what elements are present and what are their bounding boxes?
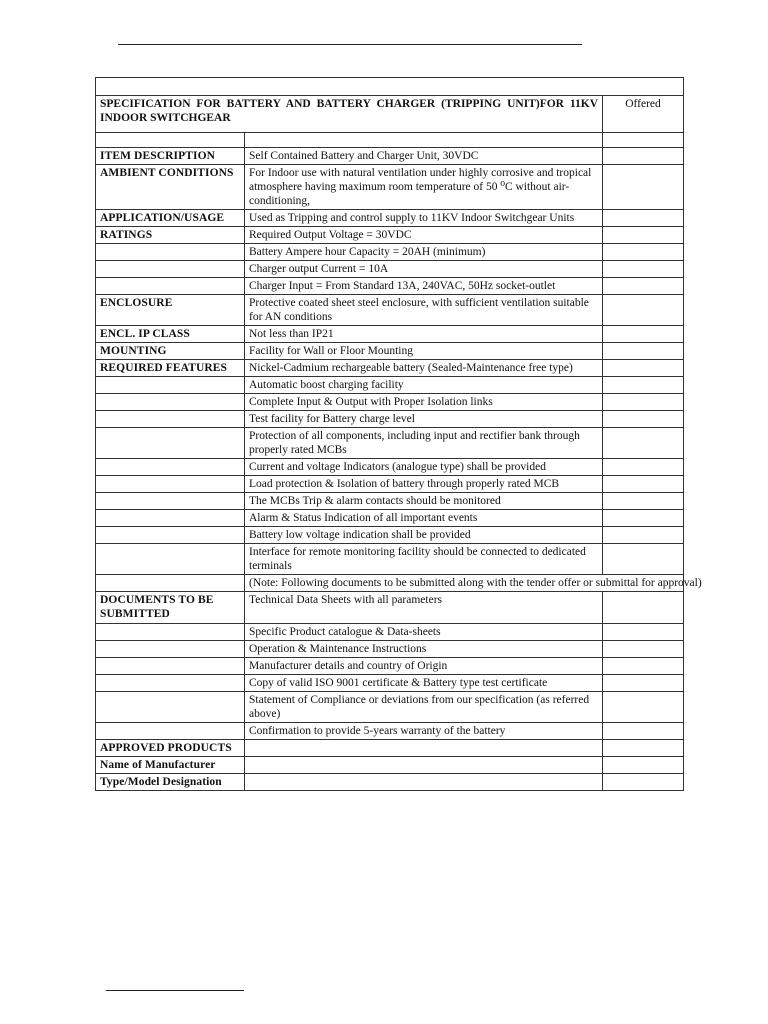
offered-cell xyxy=(603,527,684,544)
offered-cell xyxy=(603,428,684,459)
row-value: Specific Product catalogue & Data-sheets xyxy=(245,624,603,641)
row-value: For Indoor use with natural ventilation under highly corrosive and tropical atmosphere having maximum room temperature of 50 ⁰C without air-conditioning, xyxy=(245,165,603,210)
table-row xyxy=(96,244,684,261)
footnote-rule xyxy=(106,990,244,991)
row-label: Name of Manufacturer xyxy=(96,757,245,774)
offered-cell xyxy=(603,757,684,774)
row-value: Self Contained Battery and Charger Unit, 30VDC xyxy=(245,148,603,165)
offered-cell xyxy=(603,295,684,326)
row-value: Operation & Maintenance Instructions xyxy=(245,641,603,658)
spec-title: SPECIFICATION FOR BATTERY AND BATTERY CHARGER (TRIPPING UNIT)FOR 11KV INDOOR SWITCHGEAR xyxy=(96,96,603,133)
row-value: Interface for remote monitoring facility should be connected to dedicated terminals xyxy=(245,544,603,575)
documents-note: (Note: Following documents to be submitted along with the tender offer or submittal for approval) xyxy=(245,575,684,592)
offered-cell xyxy=(603,261,684,278)
table-header-row xyxy=(96,96,684,133)
offered-cell xyxy=(603,692,684,723)
offered-cell xyxy=(603,326,684,343)
offered-cell xyxy=(603,394,684,411)
row-value xyxy=(245,740,603,757)
table-row xyxy=(96,394,684,411)
table-row xyxy=(96,360,684,377)
row-label: APPROVED PRODUCTS xyxy=(96,740,245,757)
table-row xyxy=(96,261,684,278)
row-value: Test facility for Battery charge level xyxy=(245,411,603,428)
offered-cell xyxy=(603,624,684,641)
row-value: Automatic boost charging facility xyxy=(245,377,603,394)
table-spacer-row xyxy=(96,133,684,148)
row-value: Facility for Wall or Floor Mounting xyxy=(245,343,603,360)
row-value xyxy=(245,774,603,791)
offered-cell xyxy=(603,675,684,692)
table-row xyxy=(96,459,684,476)
table-row xyxy=(96,493,684,510)
offered-cell xyxy=(603,459,684,476)
table-row xyxy=(96,428,684,459)
row-label: ENCLOSURE xyxy=(96,295,245,326)
row-value: Protection of all components, including input and rectifier bank through properly rated MCBs xyxy=(245,428,603,459)
offered-cell xyxy=(603,377,684,394)
row-value: Load protection & Isolation of battery through properly rated MCB xyxy=(245,476,603,493)
row-value: Confirmation to provide 5-years warranty of the battery xyxy=(245,723,603,740)
table-row xyxy=(96,624,684,641)
table-row xyxy=(96,148,684,165)
table-row xyxy=(96,658,684,675)
row-value: Charger Input = From Standard 13A, 240VAC, 50Hz socket-outlet xyxy=(245,278,603,295)
row-label: REQUIRED FEATURES xyxy=(96,360,245,377)
row-value: Used as Tripping and control supply to 11KV Indoor Switchgear Units xyxy=(245,210,603,227)
offered-cell xyxy=(603,210,684,227)
row-label: Type/Model Designation xyxy=(96,774,245,791)
table-row xyxy=(96,411,684,428)
row-value: Not less than IP21 xyxy=(245,326,603,343)
table-row xyxy=(96,723,684,740)
table-row xyxy=(96,377,684,394)
offered-cell xyxy=(603,360,684,377)
specification-table xyxy=(95,77,702,791)
row-value: Statement of Compliance or deviations from our specification (as referred above) xyxy=(245,692,603,723)
row-value: Battery Ampere hour Capacity = 20AH (minimum) xyxy=(245,244,603,261)
table-row xyxy=(96,757,684,774)
table-row xyxy=(96,675,684,692)
offered-cell xyxy=(603,493,684,510)
row-label: MOUNTING xyxy=(96,343,245,360)
table-row xyxy=(96,165,684,210)
offered-cell xyxy=(603,544,684,575)
offered-cell xyxy=(603,148,684,165)
row-value: Required Output Voltage = 30VDC xyxy=(245,227,603,244)
table-row xyxy=(96,544,684,575)
row-value: Alarm & Status Indication of all important events xyxy=(245,510,603,527)
row-value: The MCBs Trip & alarm contacts should be monitored xyxy=(245,493,603,510)
table-row xyxy=(96,326,684,343)
offered-cell xyxy=(603,165,684,210)
row-label: ITEM DESCRIPTION xyxy=(96,148,245,165)
row-label: ENCL. IP CLASS xyxy=(96,326,245,343)
table-row xyxy=(96,476,684,493)
offered-cell xyxy=(603,343,684,360)
offered-column-header: Offered xyxy=(603,96,684,133)
row-value: Copy of valid ISO 9001 certificate & Battery type test certificate xyxy=(245,675,603,692)
offered-cell xyxy=(603,641,684,658)
table-row xyxy=(96,343,684,360)
row-label: APPLICATION/USAGE xyxy=(96,210,245,227)
row-label: RATINGS xyxy=(96,227,245,244)
table-row xyxy=(96,510,684,527)
row-value: Charger output Current = 10A xyxy=(245,261,603,278)
table-row xyxy=(96,592,684,624)
row-label: AMBIENT CONDITIONS xyxy=(96,165,245,210)
row-value: Technical Data Sheets with all parameters xyxy=(245,592,603,624)
header-rule xyxy=(118,44,582,45)
table-row xyxy=(96,227,684,244)
row-value: Protective coated sheet steel enclosure, with sufficient ventilation suitable for AN conditions xyxy=(245,295,603,326)
offered-cell xyxy=(603,278,684,295)
table-row xyxy=(96,295,684,326)
table-row xyxy=(96,641,684,658)
row-value xyxy=(245,757,603,774)
row-value: Current and voltage Indicators (analogue type) shall be provided xyxy=(245,459,603,476)
row-value: Nickel-Cadmium rechargeable battery (Sealed-Maintenance free type) xyxy=(245,360,603,377)
table-row xyxy=(96,210,684,227)
row-value: Battery low voltage indication shall be provided xyxy=(245,527,603,544)
offered-cell xyxy=(603,244,684,261)
table-row xyxy=(96,740,684,757)
offered-cell xyxy=(603,658,684,675)
offered-cell xyxy=(603,774,684,791)
table-row xyxy=(96,527,684,544)
offered-cell xyxy=(603,510,684,527)
row-value: Complete Input & Output with Proper Isolation links xyxy=(245,394,603,411)
row-value: Manufacturer details and country of Origin xyxy=(245,658,603,675)
offered-cell xyxy=(603,476,684,493)
table-note-row xyxy=(96,575,684,592)
table-row xyxy=(96,692,684,723)
offered-cell xyxy=(603,411,684,428)
offered-cell xyxy=(603,592,684,624)
offered-cell xyxy=(603,740,684,757)
table-row xyxy=(96,278,684,295)
table-row xyxy=(96,774,684,791)
table-spacer-row xyxy=(96,78,684,96)
offered-cell xyxy=(603,227,684,244)
offered-cell xyxy=(603,723,684,740)
row-label: DOCUMENTS TO BE SUBMITTED xyxy=(96,592,245,624)
